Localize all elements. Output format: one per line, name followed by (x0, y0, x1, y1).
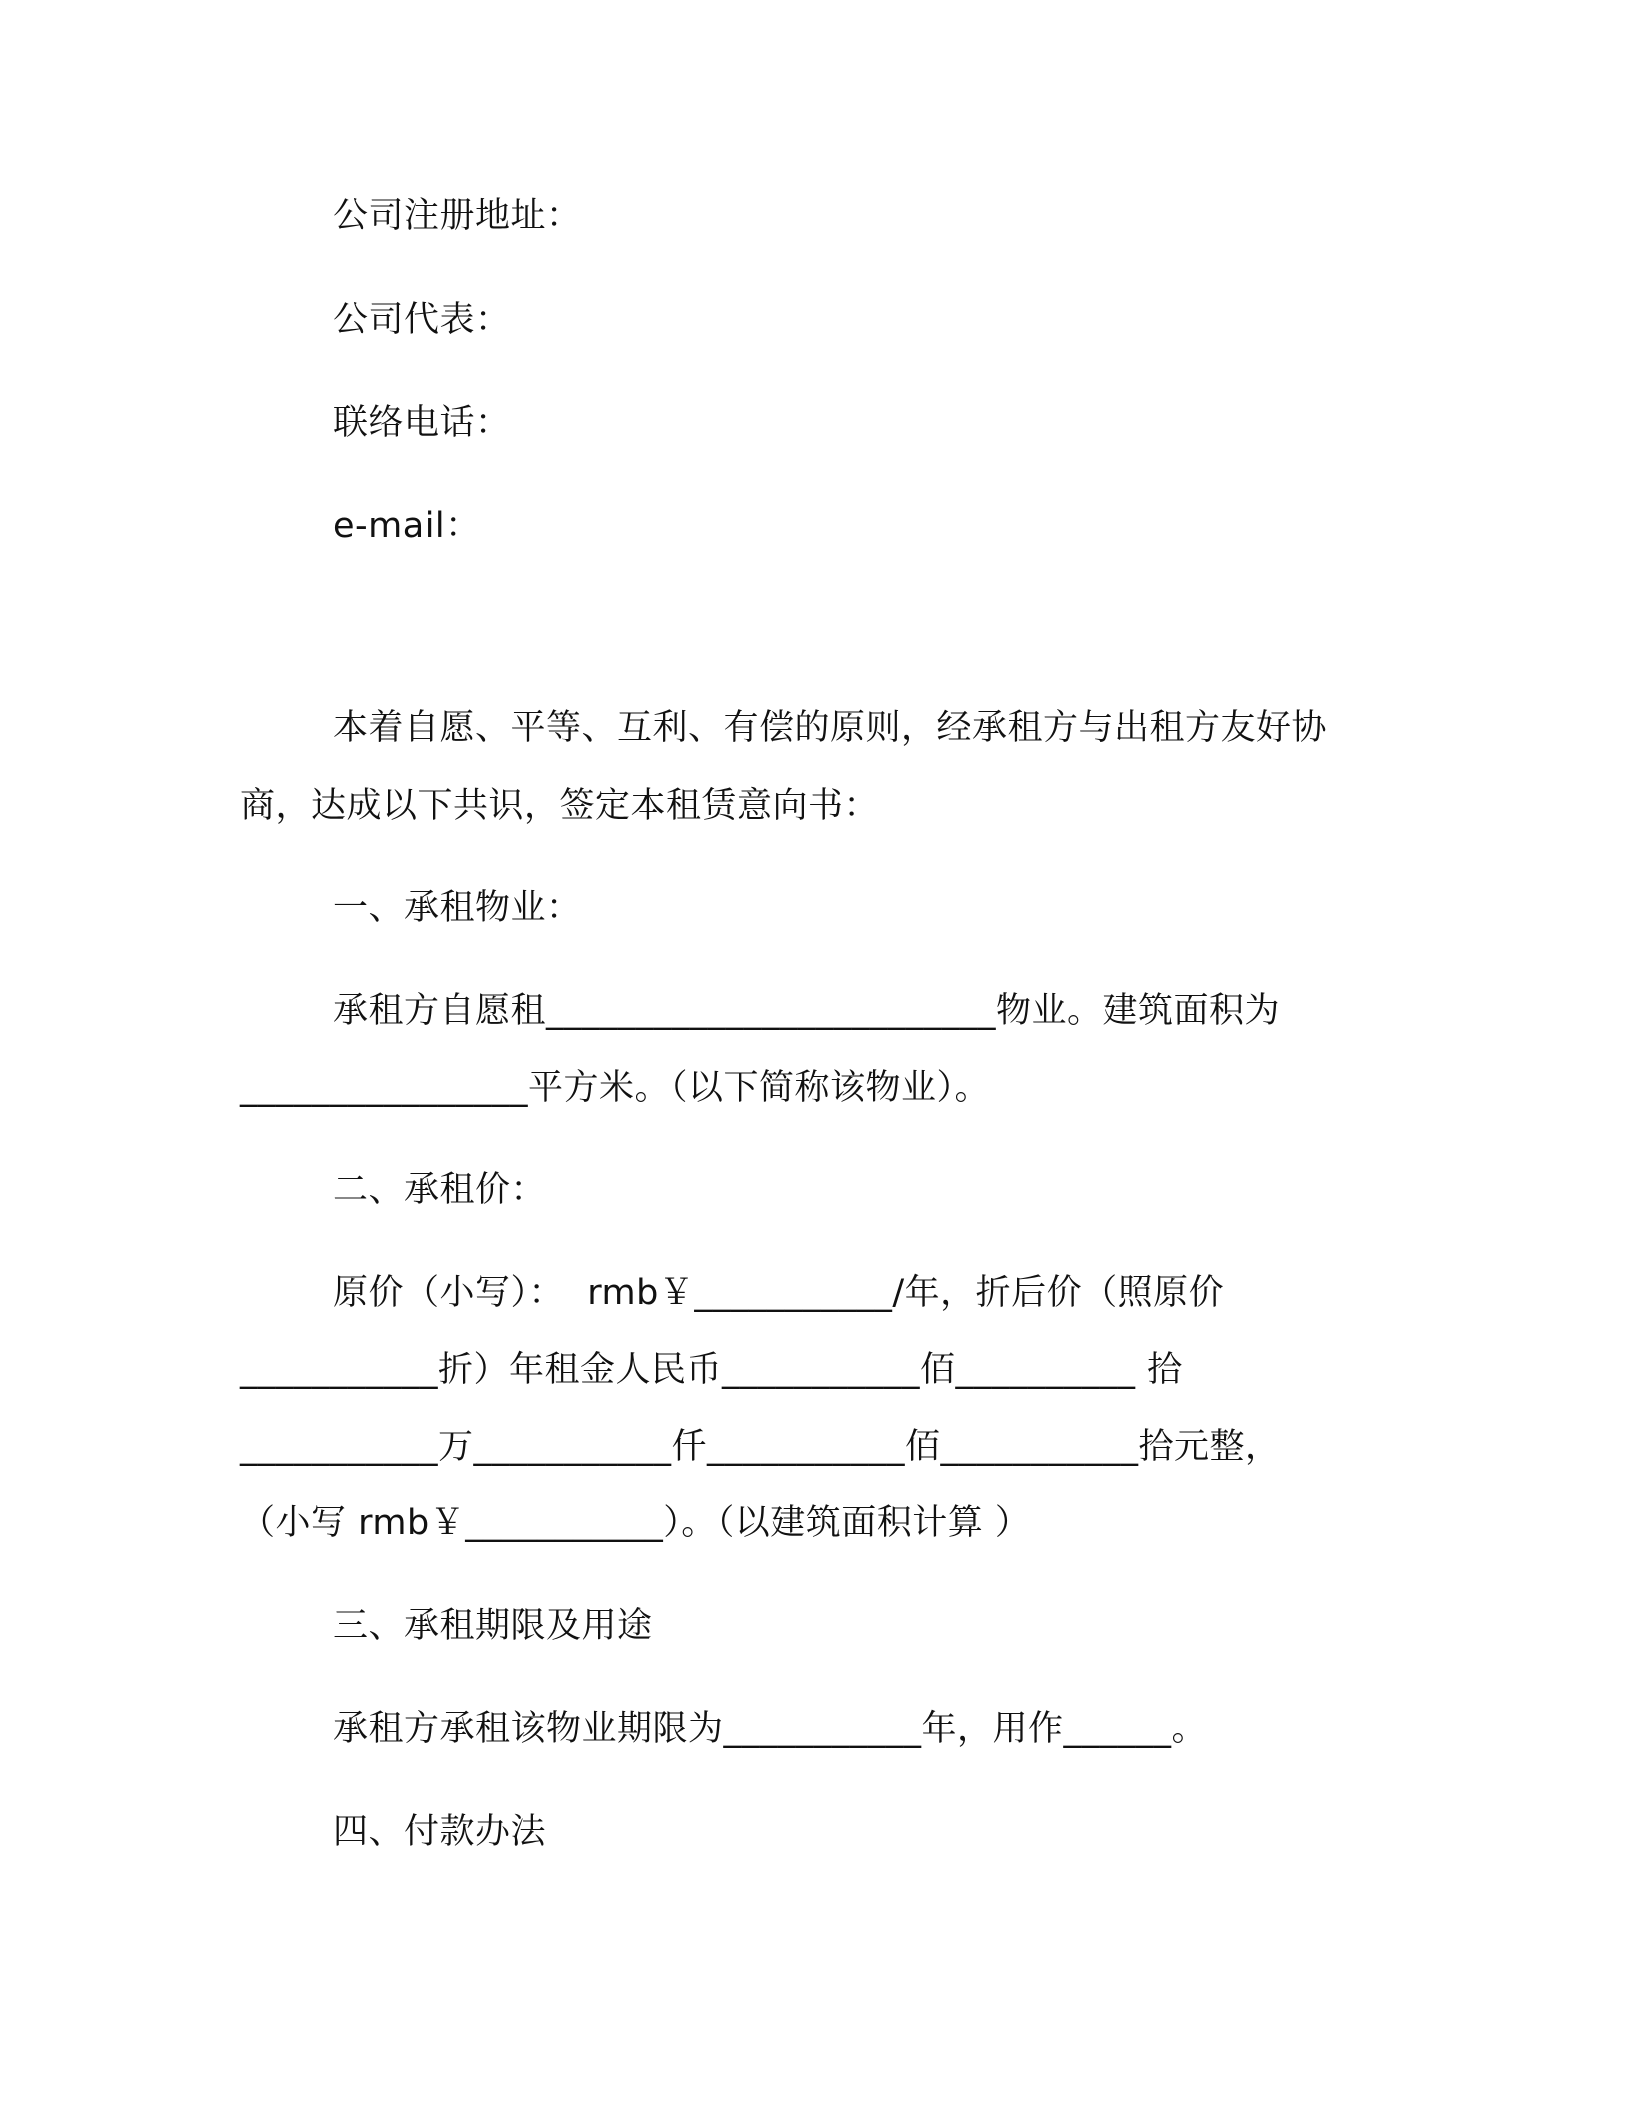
section-1-line-2: ________________平方米。（以下简称该物业）。 (240, 1068, 991, 1108)
section-1-line-1: 承租方自愿租_________________________物业。建筑面积为 (333, 991, 1281, 1031)
company-address-label: 公司注册地址： (333, 196, 582, 236)
intro-line-1: 本着自愿、平等、互利、有偿的原则，经承租方与出租方友好协 (333, 708, 1328, 748)
company-representative-label: 公司代表： (333, 300, 511, 340)
section-3-heading: 三、承租期限及用途 (333, 1606, 653, 1646)
section-2-heading: 二、承租价： (333, 1170, 547, 1210)
section-2-line-2: ___________折）年租金人民币___________佰__________ 拾 (240, 1350, 1183, 1390)
contact-phone-label: 联络电话： (333, 403, 511, 443)
section-2-line-1: 原价（小写）： rmb￥___________/年，折后价（照原价 (333, 1273, 1225, 1313)
email-label: e-mail： (333, 506, 481, 546)
intro-line-2: 商，达成以下共识，签定本租赁意向书： (240, 786, 880, 826)
section-3-line-1: 承租方承租该物业期限为___________年，用作______。 (333, 1709, 1208, 1749)
section-4-heading: 四、付款办法 (333, 1812, 547, 1852)
section-2-line-3: ___________万___________仟___________佰___________拾元整， (240, 1427, 1281, 1467)
section-1-heading: 一、承租物业： (333, 888, 582, 928)
section-2-line-4: （小写 rmb￥___________）。（以建筑面积计算 ） (240, 1503, 1031, 1543)
